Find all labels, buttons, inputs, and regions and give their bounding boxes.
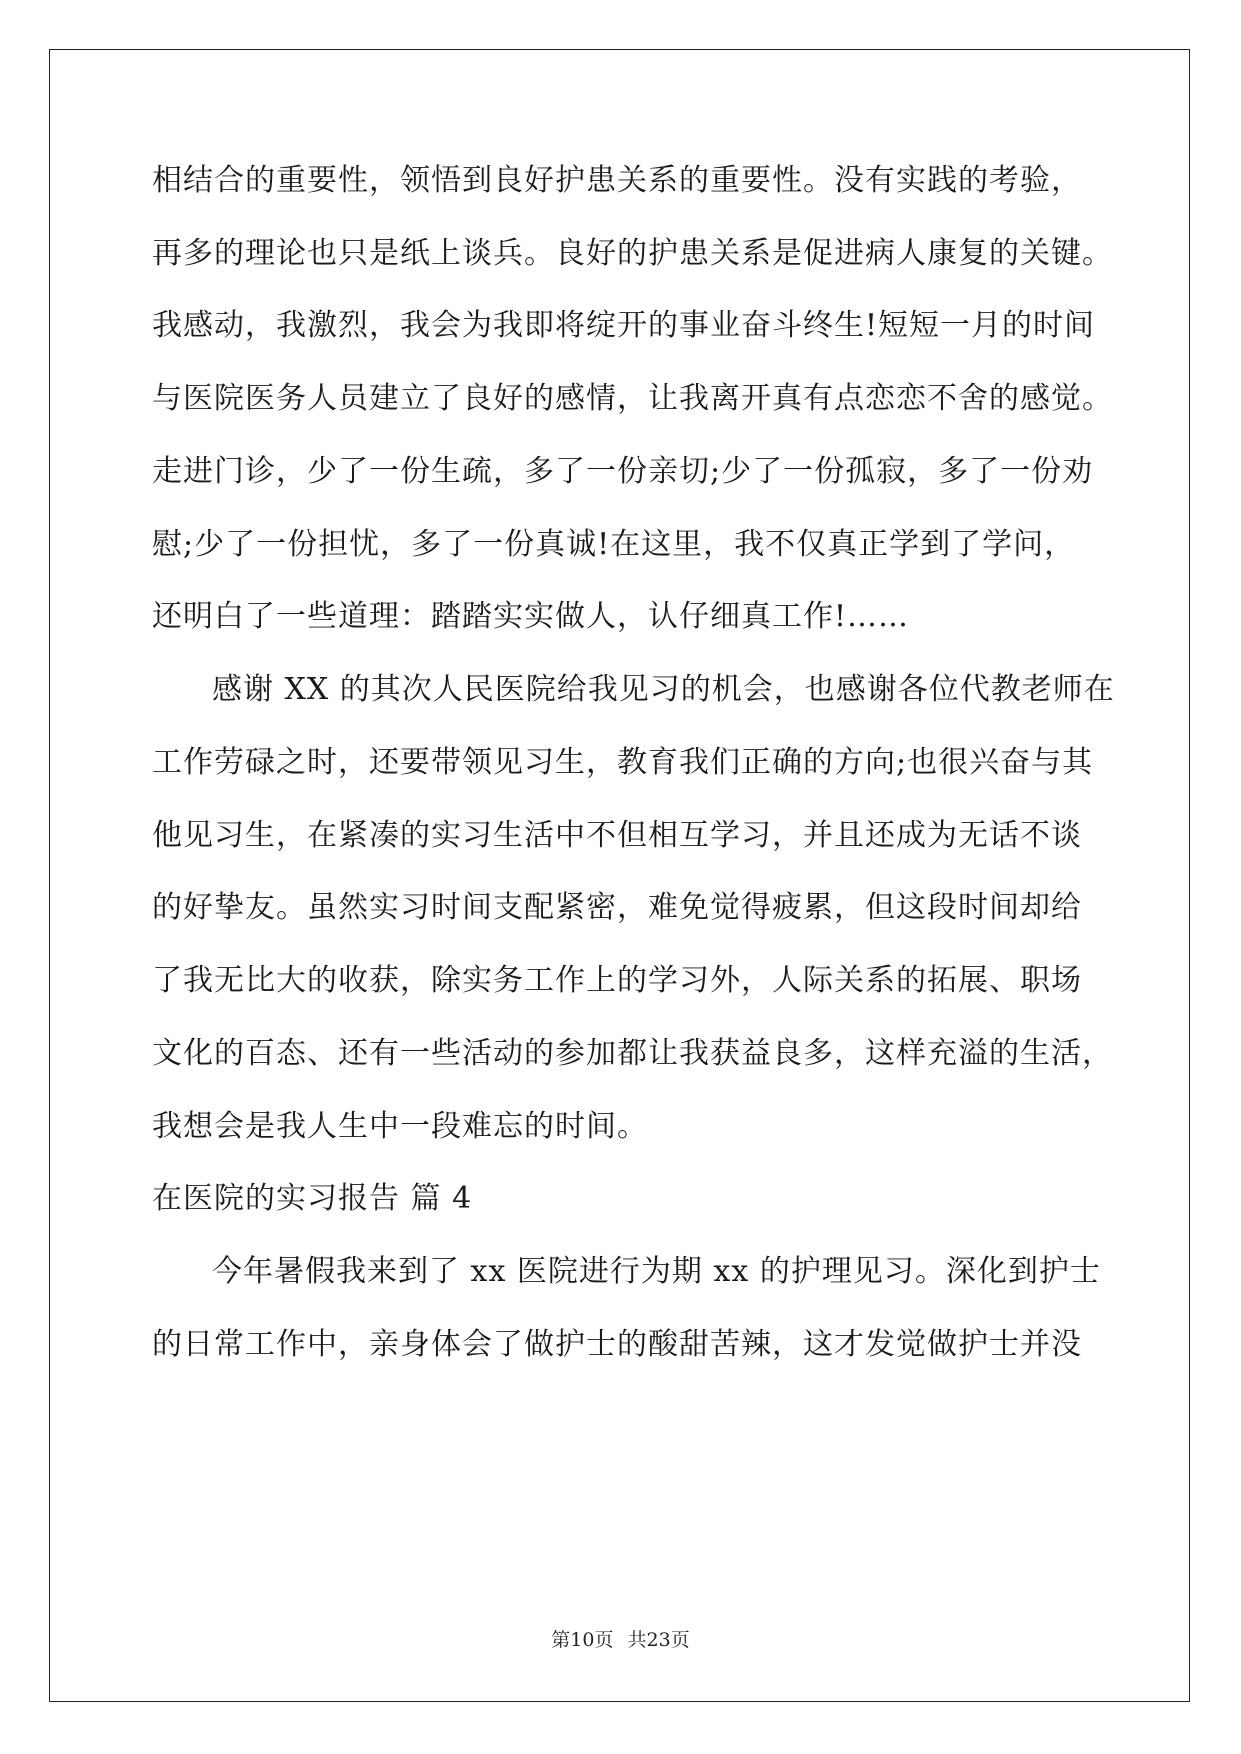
body-line-12: 了我无比大的收获，除实务工作上的学习外，人际关系的拓展、职场 bbox=[152, 963, 1082, 998]
body-line-17: 的日常工作中，亲身体会了做护士的酸甜苦辣，这才发觉做护士并没 bbox=[152, 1327, 1082, 1362]
body-line-14: 我想会是我人生中一段难忘的时间。 bbox=[152, 1109, 648, 1144]
body-line-2: 再多的理论也只是纸上谈兵。良好的护患关系是促进病人康复的关键。 bbox=[152, 236, 1113, 271]
total-pages: 共23页 bbox=[627, 1629, 690, 1651]
body-line-1: 相结合的重要性，领悟到良好护患关系的重要性。没有实践的考验， bbox=[152, 163, 1082, 198]
page-number: 第10页 bbox=[551, 1629, 614, 1651]
page-border bbox=[49, 49, 1190, 1702]
body-line-11: 的好挚友。虽然实习时间支配紧密，难免觉得疲累，但这段时间却给 bbox=[152, 890, 1082, 925]
body-line-13: 文化的百态、还有一些活动的参加都让我获益良多，这样充溢的生活， bbox=[152, 1036, 1113, 1071]
body-line-9: 工作劳碌之时，还要带领见习生，教育我们正确的方向;也很兴奋与其 bbox=[152, 745, 1094, 780]
paragraph-start-line: 今年暑假我来到了 xx 医院进行为期 xx 的护理见习。深化到护士 bbox=[212, 1254, 1101, 1289]
page-footer bbox=[0, 1625, 1241, 1652]
body-line-3: 我感动，我激烈，我会为我即将绽开的事业奋斗终生!短短一月的时间 bbox=[152, 308, 1096, 343]
paragraph-start-line: 感谢 XX 的其次人民医院给我见习的机会，也感谢各位代教老师在 bbox=[212, 672, 1115, 707]
body-line-7: 还明白了一些道理：踏踏实实做人，认仔细真工作!…… bbox=[152, 599, 910, 634]
body-line-10: 他见习生，在紧凑的实习生活中不但相互学习，并且还成为无话不谈 bbox=[152, 818, 1082, 853]
body-line-6: 慰;少了一份担忧，多了一份真诚!在这里，我不仅真正学到了学问， bbox=[152, 527, 1076, 562]
body-line-5: 走进门诊，少了一份生疏，多了一份亲切;少了一份孤寂，多了一份劝 bbox=[152, 454, 1094, 489]
body-line-4: 与医院医务人员建立了良好的感情，让我离开真有点恋恋不舍的感觉。 bbox=[152, 381, 1113, 416]
section-heading: 在医院的实习报告 篇 4 bbox=[152, 1181, 473, 1216]
